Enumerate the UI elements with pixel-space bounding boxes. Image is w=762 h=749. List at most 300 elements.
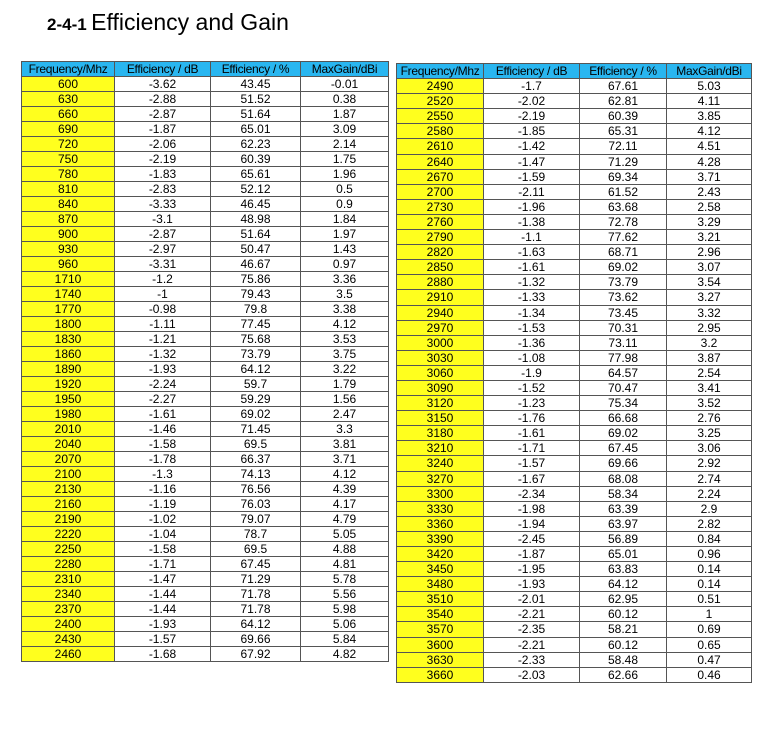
cell-efficiency-db: -3.33 <box>115 197 211 212</box>
cell-frequency: 2940 <box>397 305 484 320</box>
cell-efficiency-db: -2.33 <box>484 652 580 667</box>
table-row <box>397 109 752 124</box>
cell-efficiency-db: -1.57 <box>115 632 211 647</box>
cell-maxgain: 3.71 <box>301 452 389 467</box>
table-row <box>397 577 752 592</box>
cell-maxgain: 3.71 <box>667 169 752 184</box>
table-row <box>397 365 752 380</box>
cell-efficiency-db: -1.98 <box>484 501 580 516</box>
cell-efficiency-percent: 71.78 <box>211 587 301 602</box>
cell-efficiency-percent: 75.34 <box>580 396 667 411</box>
cell-frequency: 840 <box>22 197 115 212</box>
cell-frequency: 2550 <box>397 109 484 124</box>
cell-efficiency-db: -1.42 <box>484 139 580 154</box>
cell-maxgain: 5.78 <box>301 572 389 587</box>
cell-frequency: 3630 <box>397 652 484 667</box>
cell-frequency: 2310 <box>22 572 115 587</box>
table-row <box>22 557 389 572</box>
header-maxgain: MaxGain/dBi <box>301 62 389 77</box>
table-row <box>22 602 389 617</box>
cell-efficiency-db: -1 <box>115 287 211 302</box>
cell-maxgain: 3.29 <box>667 214 752 229</box>
table-row <box>22 422 389 437</box>
cell-maxgain: 2.74 <box>667 471 752 486</box>
cell-efficiency-percent: 79.07 <box>211 512 301 527</box>
cell-efficiency-percent: 69.02 <box>211 407 301 422</box>
table-row <box>397 486 752 501</box>
cell-efficiency-db: -2.01 <box>484 592 580 607</box>
cell-efficiency-db: -1.9 <box>484 365 580 380</box>
cell-frequency: 1890 <box>22 362 115 377</box>
cell-efficiency-percent: 75.86 <box>211 272 301 287</box>
table-row <box>397 290 752 305</box>
cell-efficiency-db: -1.44 <box>115 602 211 617</box>
cell-maxgain: -0.01 <box>301 77 389 92</box>
cell-efficiency-percent: 43.45 <box>211 77 301 92</box>
table-header-row <box>397 64 752 79</box>
cell-maxgain: 5.98 <box>301 602 389 617</box>
cell-efficiency-db: -3.1 <box>115 212 211 227</box>
cell-efficiency-percent: 78.7 <box>211 527 301 542</box>
cell-efficiency-percent: 48.98 <box>211 212 301 227</box>
cell-frequency: 3330 <box>397 501 484 516</box>
cell-efficiency-percent: 58.48 <box>580 652 667 667</box>
cell-efficiency-db: -1.93 <box>115 362 211 377</box>
header-efficiency-db: Efficiency / dB <box>484 64 580 79</box>
cell-efficiency-db: -1.36 <box>484 335 580 350</box>
cell-efficiency-percent: 64.12 <box>211 617 301 632</box>
cell-efficiency-percent: 69.02 <box>580 426 667 441</box>
table-row <box>397 214 752 229</box>
cell-efficiency-percent: 60.12 <box>580 607 667 622</box>
cell-frequency: 2970 <box>397 320 484 335</box>
cell-frequency: 2790 <box>397 230 484 245</box>
cell-efficiency-db: -1.1 <box>484 230 580 245</box>
table-row <box>397 471 752 486</box>
cell-maxgain: 0.47 <box>667 652 752 667</box>
cell-efficiency-percent: 62.95 <box>580 592 667 607</box>
cell-maxgain: 1.87 <box>301 107 389 122</box>
table-row <box>397 667 752 682</box>
cell-frequency: 2340 <box>22 587 115 602</box>
cell-efficiency-percent: 64.12 <box>580 577 667 592</box>
table-row <box>22 407 389 422</box>
cell-efficiency-db: -1.71 <box>484 441 580 456</box>
cell-efficiency-db: -1.52 <box>484 380 580 395</box>
cell-efficiency-db: -2.97 <box>115 242 211 257</box>
cell-maxgain: 5.06 <box>301 617 389 632</box>
cell-maxgain: 1.79 <box>301 377 389 392</box>
cell-maxgain: 2.95 <box>667 320 752 335</box>
cell-efficiency-percent: 65.01 <box>580 547 667 562</box>
section-title-text: Efficiency and Gain <box>91 9 289 35</box>
cell-maxgain: 3.41 <box>667 380 752 395</box>
section-title <box>47 9 289 36</box>
cell-efficiency-percent: 59.7 <box>211 377 301 392</box>
table-row <box>397 154 752 169</box>
cell-maxgain: 2.47 <box>301 407 389 422</box>
cell-efficiency-percent: 63.68 <box>580 199 667 214</box>
table-header-row <box>22 62 389 77</box>
cell-efficiency-db: -2.27 <box>115 392 211 407</box>
cell-maxgain: 4.12 <box>301 467 389 482</box>
cell-efficiency-db: -2.34 <box>484 486 580 501</box>
cell-maxgain: 4.51 <box>667 139 752 154</box>
table-row <box>397 547 752 562</box>
table-row <box>397 562 752 577</box>
cell-efficiency-db: -2.35 <box>484 622 580 637</box>
cell-maxgain: 3.3 <box>301 422 389 437</box>
cell-maxgain: 5.03 <box>667 79 752 94</box>
cell-efficiency-db: -2.19 <box>484 109 580 124</box>
table-row <box>22 527 389 542</box>
cell-efficiency-db: -1.67 <box>484 471 580 486</box>
table-row <box>397 411 752 426</box>
cell-efficiency-percent: 46.67 <box>211 257 301 272</box>
cell-efficiency-db: -1.21 <box>115 332 211 347</box>
cell-frequency: 810 <box>22 182 115 197</box>
cell-frequency: 2430 <box>22 632 115 647</box>
cell-efficiency-db: -1.3 <box>115 467 211 482</box>
cell-frequency: 930 <box>22 242 115 257</box>
table-row <box>22 497 389 512</box>
cell-maxgain: 2.14 <box>301 137 389 152</box>
cell-efficiency-db: -1.16 <box>115 482 211 497</box>
cell-frequency: 3270 <box>397 471 484 486</box>
cell-maxgain: 3.32 <box>667 305 752 320</box>
cell-maxgain: 0.69 <box>667 622 752 637</box>
cell-maxgain: 5.84 <box>301 632 389 647</box>
cell-frequency: 600 <box>22 77 115 92</box>
cell-frequency: 2460 <box>22 647 115 662</box>
cell-efficiency-db: -0.98 <box>115 302 211 317</box>
cell-frequency: 870 <box>22 212 115 227</box>
cell-maxgain: 0.14 <box>667 577 752 592</box>
cell-efficiency-db: -1.34 <box>484 305 580 320</box>
table-row <box>22 227 389 242</box>
table-row <box>397 245 752 260</box>
table-row <box>22 92 389 107</box>
cell-efficiency-db: -1.61 <box>484 426 580 441</box>
header-maxgain: MaxGain/dBi <box>667 64 752 79</box>
cell-efficiency-db: -1.87 <box>115 122 211 137</box>
table-row <box>397 320 752 335</box>
cell-efficiency-percent: 72.78 <box>580 214 667 229</box>
cell-efficiency-percent: 73.62 <box>580 290 667 305</box>
cell-efficiency-percent: 74.13 <box>211 467 301 482</box>
cell-efficiency-db: -1.47 <box>484 154 580 169</box>
cell-maxgain: 2.92 <box>667 456 752 471</box>
cell-efficiency-percent: 69.66 <box>580 456 667 471</box>
cell-maxgain: 0.97 <box>301 257 389 272</box>
cell-maxgain: 1.96 <box>301 167 389 182</box>
cell-maxgain: 0.84 <box>667 531 752 546</box>
cell-frequency: 2520 <box>397 94 484 109</box>
table-row <box>22 272 389 287</box>
cell-efficiency-percent: 75.68 <box>211 332 301 347</box>
cell-efficiency-percent: 62.81 <box>580 94 667 109</box>
cell-efficiency-percent: 51.64 <box>211 227 301 242</box>
cell-frequency: 2010 <box>22 422 115 437</box>
cell-frequency: 1740 <box>22 287 115 302</box>
cell-frequency: 3420 <box>397 547 484 562</box>
cell-frequency: 3600 <box>397 637 484 652</box>
table-row <box>22 302 389 317</box>
cell-efficiency-percent: 62.66 <box>580 667 667 682</box>
cell-efficiency-db: -2.88 <box>115 92 211 107</box>
cell-maxgain: 5.05 <box>301 527 389 542</box>
cell-efficiency-percent: 77.45 <box>211 317 301 332</box>
efficiency-table-left <box>21 61 389 662</box>
cell-frequency: 720 <box>22 137 115 152</box>
cell-frequency: 1800 <box>22 317 115 332</box>
cell-maxgain: 4.17 <box>301 497 389 512</box>
table-row <box>397 184 752 199</box>
cell-maxgain: 4.81 <box>301 557 389 572</box>
table-row <box>22 122 389 137</box>
cell-frequency: 2370 <box>22 602 115 617</box>
cell-efficiency-db: -1.11 <box>115 317 211 332</box>
cell-maxgain: 3.54 <box>667 275 752 290</box>
cell-efficiency-percent: 69.66 <box>211 632 301 647</box>
cell-frequency: 3360 <box>397 516 484 531</box>
cell-efficiency-db: -1.38 <box>484 214 580 229</box>
cell-efficiency-percent: 77.62 <box>580 230 667 245</box>
cell-efficiency-percent: 59.29 <box>211 392 301 407</box>
cell-maxgain: 1.75 <box>301 152 389 167</box>
cell-frequency: 3060 <box>397 365 484 380</box>
cell-efficiency-percent: 58.21 <box>580 622 667 637</box>
cell-frequency: 2070 <box>22 452 115 467</box>
cell-efficiency-db: -1.32 <box>484 275 580 290</box>
cell-efficiency-percent: 63.83 <box>580 562 667 577</box>
cell-efficiency-db: -1.96 <box>484 199 580 214</box>
cell-frequency: 3540 <box>397 607 484 622</box>
cell-efficiency-percent: 51.52 <box>211 92 301 107</box>
header-efficiency-percent: Efficiency / % <box>580 64 667 79</box>
table-row <box>397 441 752 456</box>
cell-frequency: 2730 <box>397 199 484 214</box>
table-row <box>22 152 389 167</box>
cell-maxgain: 2.96 <box>667 245 752 260</box>
header-efficiency-percent: Efficiency / % <box>211 62 301 77</box>
cell-maxgain: 3.52 <box>667 396 752 411</box>
cell-efficiency-percent: 64.12 <box>211 362 301 377</box>
cell-efficiency-percent: 67.92 <box>211 647 301 662</box>
table-row <box>22 512 389 527</box>
cell-frequency: 750 <box>22 152 115 167</box>
header-efficiency-db: Efficiency / dB <box>115 62 211 77</box>
cell-efficiency-percent: 65.01 <box>211 122 301 137</box>
cell-efficiency-percent: 58.34 <box>580 486 667 501</box>
table-row <box>397 592 752 607</box>
cell-frequency: 3510 <box>397 592 484 607</box>
table-row <box>397 350 752 365</box>
table-row <box>22 467 389 482</box>
table-row <box>22 362 389 377</box>
table-row <box>397 139 752 154</box>
table-row <box>397 124 752 139</box>
cell-efficiency-db: -2.24 <box>115 377 211 392</box>
table-row <box>22 482 389 497</box>
cell-efficiency-percent: 70.31 <box>580 320 667 335</box>
cell-frequency: 2610 <box>397 139 484 154</box>
cell-efficiency-percent: 52.12 <box>211 182 301 197</box>
cell-maxgain: 0.38 <box>301 92 389 107</box>
cell-frequency: 1830 <box>22 332 115 347</box>
cell-efficiency-db: -2.45 <box>484 531 580 546</box>
cell-efficiency-db: -2.02 <box>484 94 580 109</box>
cell-frequency: 1770 <box>22 302 115 317</box>
cell-efficiency-percent: 64.57 <box>580 365 667 380</box>
cell-maxgain: 3.85 <box>667 109 752 124</box>
cell-efficiency-percent: 70.47 <box>580 380 667 395</box>
cell-maxgain: 1.84 <box>301 212 389 227</box>
cell-frequency: 3180 <box>397 426 484 441</box>
cell-maxgain: 3.5 <box>301 287 389 302</box>
cell-efficiency-db: -2.87 <box>115 227 211 242</box>
cell-maxgain: 3.53 <box>301 332 389 347</box>
cell-maxgain: 0.65 <box>667 637 752 652</box>
cell-efficiency-db: -1.46 <box>115 422 211 437</box>
cell-frequency: 2760 <box>397 214 484 229</box>
cell-efficiency-percent: 71.29 <box>211 572 301 587</box>
cell-frequency: 2640 <box>397 154 484 169</box>
cell-maxgain: 3.06 <box>667 441 752 456</box>
cell-frequency: 2580 <box>397 124 484 139</box>
cell-efficiency-db: -1.76 <box>484 411 580 426</box>
table-row <box>397 456 752 471</box>
table-row <box>397 607 752 622</box>
cell-efficiency-db: -1.94 <box>484 516 580 531</box>
cell-efficiency-db: -1.61 <box>115 407 211 422</box>
cell-efficiency-db: -2.03 <box>484 667 580 682</box>
cell-efficiency-percent: 60.12 <box>580 637 667 652</box>
cell-frequency: 660 <box>22 107 115 122</box>
cell-maxgain: 3.38 <box>301 302 389 317</box>
cell-efficiency-percent: 73.45 <box>580 305 667 320</box>
cell-efficiency-percent: 71.29 <box>580 154 667 169</box>
cell-maxgain: 0.9 <box>301 197 389 212</box>
table-row <box>397 426 752 441</box>
cell-maxgain: 0.5 <box>301 182 389 197</box>
table-row <box>22 137 389 152</box>
cell-efficiency-db: -1.58 <box>115 437 211 452</box>
cell-frequency: 780 <box>22 167 115 182</box>
table-row <box>397 169 752 184</box>
cell-maxgain: 0.46 <box>667 667 752 682</box>
table-row <box>397 501 752 516</box>
cell-efficiency-percent: 76.56 <box>211 482 301 497</box>
table-row <box>22 212 389 227</box>
cell-frequency: 1710 <box>22 272 115 287</box>
cell-efficiency-percent: 66.37 <box>211 452 301 467</box>
cell-maxgain: 1.43 <box>301 242 389 257</box>
cell-efficiency-db: -1.32 <box>115 347 211 362</box>
table-row <box>397 79 752 94</box>
cell-frequency: 900 <box>22 227 115 242</box>
cell-maxgain: 3.75 <box>301 347 389 362</box>
cell-efficiency-percent: 69.02 <box>580 260 667 275</box>
cell-efficiency-percent: 56.89 <box>580 531 667 546</box>
cell-frequency: 1920 <box>22 377 115 392</box>
table-row <box>397 622 752 637</box>
cell-efficiency-db: -1.7 <box>484 79 580 94</box>
table-row <box>22 617 389 632</box>
table-row <box>22 167 389 182</box>
cell-efficiency-percent: 51.64 <box>211 107 301 122</box>
efficiency-table-right <box>396 63 752 683</box>
cell-frequency: 2490 <box>397 79 484 94</box>
cell-frequency: 3660 <box>397 667 484 682</box>
cell-efficiency-db: -1.44 <box>115 587 211 602</box>
table-row <box>22 587 389 602</box>
cell-maxgain: 3.87 <box>667 350 752 365</box>
cell-efficiency-percent: 69.34 <box>580 169 667 184</box>
cell-efficiency-db: -1.2 <box>115 272 211 287</box>
cell-efficiency-percent: 63.97 <box>580 516 667 531</box>
cell-efficiency-db: -1.93 <box>484 577 580 592</box>
table-row <box>22 107 389 122</box>
table-row <box>397 305 752 320</box>
cell-efficiency-percent: 67.61 <box>580 79 667 94</box>
cell-efficiency-db: -1.57 <box>484 456 580 471</box>
cell-efficiency-percent: 60.39 <box>211 152 301 167</box>
cell-efficiency-percent: 68.71 <box>580 245 667 260</box>
cell-frequency: 3240 <box>397 456 484 471</box>
table-row <box>22 572 389 587</box>
cell-frequency: 2850 <box>397 260 484 275</box>
cell-efficiency-db: -2.83 <box>115 182 211 197</box>
cell-efficiency-db: -1.95 <box>484 562 580 577</box>
table-row <box>397 396 752 411</box>
cell-efficiency-db: -2.87 <box>115 107 211 122</box>
table-row <box>397 335 752 350</box>
cell-efficiency-percent: 67.45 <box>580 441 667 456</box>
table-row <box>397 199 752 214</box>
table-row <box>397 531 752 546</box>
cell-maxgain: 3.27 <box>667 290 752 305</box>
cell-efficiency-percent: 60.39 <box>580 109 667 124</box>
cell-frequency: 2820 <box>397 245 484 260</box>
cell-efficiency-db: -1.58 <box>115 542 211 557</box>
cell-maxgain: 1.56 <box>301 392 389 407</box>
cell-frequency: 3570 <box>397 622 484 637</box>
cell-frequency: 690 <box>22 122 115 137</box>
cell-efficiency-percent: 66.68 <box>580 411 667 426</box>
cell-frequency: 3090 <box>397 380 484 395</box>
cell-frequency: 960 <box>22 257 115 272</box>
cell-efficiency-percent: 72.11 <box>580 139 667 154</box>
cell-maxgain: 3.22 <box>301 362 389 377</box>
table-row <box>397 637 752 652</box>
table-row <box>22 347 389 362</box>
cell-efficiency-db: -1.85 <box>484 124 580 139</box>
cell-maxgain: 0.51 <box>667 592 752 607</box>
table-row <box>397 652 752 667</box>
cell-efficiency-db: -2.11 <box>484 184 580 199</box>
cell-maxgain: 4.82 <box>301 647 389 662</box>
cell-efficiency-percent: 62.23 <box>211 137 301 152</box>
cell-efficiency-percent: 68.08 <box>580 471 667 486</box>
cell-maxgain: 3.21 <box>667 230 752 245</box>
cell-efficiency-db: -2.21 <box>484 637 580 652</box>
cell-maxgain: 0.14 <box>667 562 752 577</box>
cell-efficiency-percent: 71.78 <box>211 602 301 617</box>
cell-efficiency-db: -1.33 <box>484 290 580 305</box>
cell-frequency: 3390 <box>397 531 484 546</box>
cell-frequency: 2160 <box>22 497 115 512</box>
